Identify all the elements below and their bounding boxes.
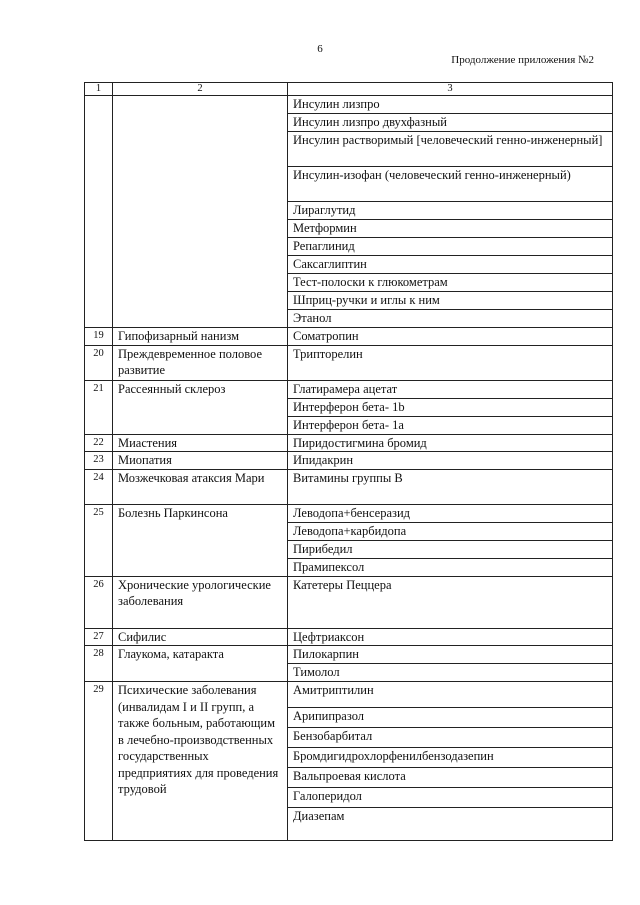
- disease-cell: Рассеянный склероз: [113, 380, 288, 434]
- table-row: [85, 646, 613, 664]
- drug-cell: Бензобарбитал: [288, 728, 613, 748]
- drug-cell: Инсулин растворимый [человеческий генно-инженерный]: [288, 132, 613, 167]
- drug-cell: Цефтриаксон: [288, 628, 613, 646]
- drug-cell: Диазепам: [288, 808, 613, 841]
- page-number: 6: [317, 43, 323, 55]
- drug-cell: Интерферон бета- 1a: [288, 416, 613, 434]
- column-header: 1: [85, 83, 113, 96]
- drug-cell: Амитриптилин: [288, 682, 613, 708]
- disease-cell: [113, 96, 288, 328]
- disease-cell: Миопатия: [113, 452, 288, 470]
- drug-cell: Этанол: [288, 310, 613, 328]
- drug-cell: Леводопа+бенсеразид: [288, 504, 613, 522]
- drug-cell: Глатирамера ацетат: [288, 380, 613, 398]
- drug-cell: Бромдигидрохлорфенилбензодазепин: [288, 748, 613, 768]
- row-number-cell: 20: [85, 345, 113, 380]
- drug-cell: Тимолол: [288, 664, 613, 682]
- row-number-cell: 19: [85, 328, 113, 346]
- table-row: [85, 96, 613, 114]
- drug-cell: Инсулин лизпро: [288, 96, 613, 114]
- row-number-cell: 21: [85, 380, 113, 434]
- disease-cell: Преждевременное половое развитие: [113, 345, 288, 380]
- row-number-cell: 27: [85, 628, 113, 646]
- column-header: 2: [113, 83, 288, 96]
- table-row: [85, 504, 613, 522]
- drug-cell: Арипипразол: [288, 708, 613, 728]
- table-row: [85, 682, 613, 708]
- disease-cell: Психические заболевания (инвалидам I и II групп, а также больным, работающим в лечебно-производственных государственных предприятиях для проведения трудовой: [113, 682, 288, 841]
- row-number-cell: 28: [85, 646, 113, 682]
- drug-cell: Катетеры Пеццера: [288, 576, 613, 628]
- disease-cell: Гипофизарный нанизм: [113, 328, 288, 346]
- disease-cell: Хронические урологические заболевания: [113, 576, 288, 628]
- row-number-cell: 26: [85, 576, 113, 628]
- row-number-cell: 22: [85, 434, 113, 452]
- drug-cell: Ипидакрин: [288, 452, 613, 470]
- drug-cell: Инсулин лизпро двухфазный: [288, 114, 613, 132]
- drug-cell: Тест-полоски к глюкометрам: [288, 274, 613, 292]
- row-number-cell: 24: [85, 469, 113, 504]
- appendix-continuation-label: Продолжение приложения №2: [451, 54, 594, 66]
- disease-cell: Болезнь Паркинсона: [113, 504, 288, 576]
- disease-cell: Мозжечковая атаксия Мари: [113, 469, 288, 504]
- drug-cell: Шприц-ручки и иглы к ним: [288, 292, 613, 310]
- disease-cell: Сифилис: [113, 628, 288, 646]
- table-header-row: [85, 83, 613, 96]
- drug-cell: Прамипексол: [288, 558, 613, 576]
- drug-table: [84, 82, 613, 841]
- drug-cell: Интерферон бета- 1b: [288, 398, 613, 416]
- drug-cell: Соматропин: [288, 328, 613, 346]
- drug-cell: Пирибедил: [288, 540, 613, 558]
- row-number-cell: 29: [85, 682, 113, 841]
- row-number-cell: 23: [85, 452, 113, 470]
- drug-cell: Метформин: [288, 220, 613, 238]
- table-row: [85, 328, 613, 346]
- table-row: [85, 380, 613, 398]
- drug-cell: Инсулин-изофан (человеческий генно-инженерный): [288, 167, 613, 202]
- table-row: [85, 452, 613, 470]
- row-number-cell: [85, 96, 113, 328]
- drug-cell: Лираглутид: [288, 202, 613, 220]
- drug-cell: Вальпроевая кислота: [288, 768, 613, 788]
- table-row: [85, 434, 613, 452]
- disease-cell: Глаукома, катаракта: [113, 646, 288, 682]
- column-header: 3: [288, 83, 613, 96]
- drug-cell: Витамины группы В: [288, 469, 613, 504]
- table-row: [85, 469, 613, 504]
- row-number-cell: 25: [85, 504, 113, 576]
- drug-cell: Саксаглиптин: [288, 256, 613, 274]
- drug-cell: Леводопа+карбидопа: [288, 522, 613, 540]
- disease-cell: Миастения: [113, 434, 288, 452]
- table-row: [85, 628, 613, 646]
- drug-cell: Репаглинид: [288, 238, 613, 256]
- table-row: [85, 576, 613, 628]
- drug-cell: Пиридостигмина бромид: [288, 434, 613, 452]
- drug-cell: Трипторелин: [288, 345, 613, 380]
- drug-cell: Пилокарпин: [288, 646, 613, 664]
- drug-cell: Галоперидол: [288, 788, 613, 808]
- table-row: [85, 345, 613, 380]
